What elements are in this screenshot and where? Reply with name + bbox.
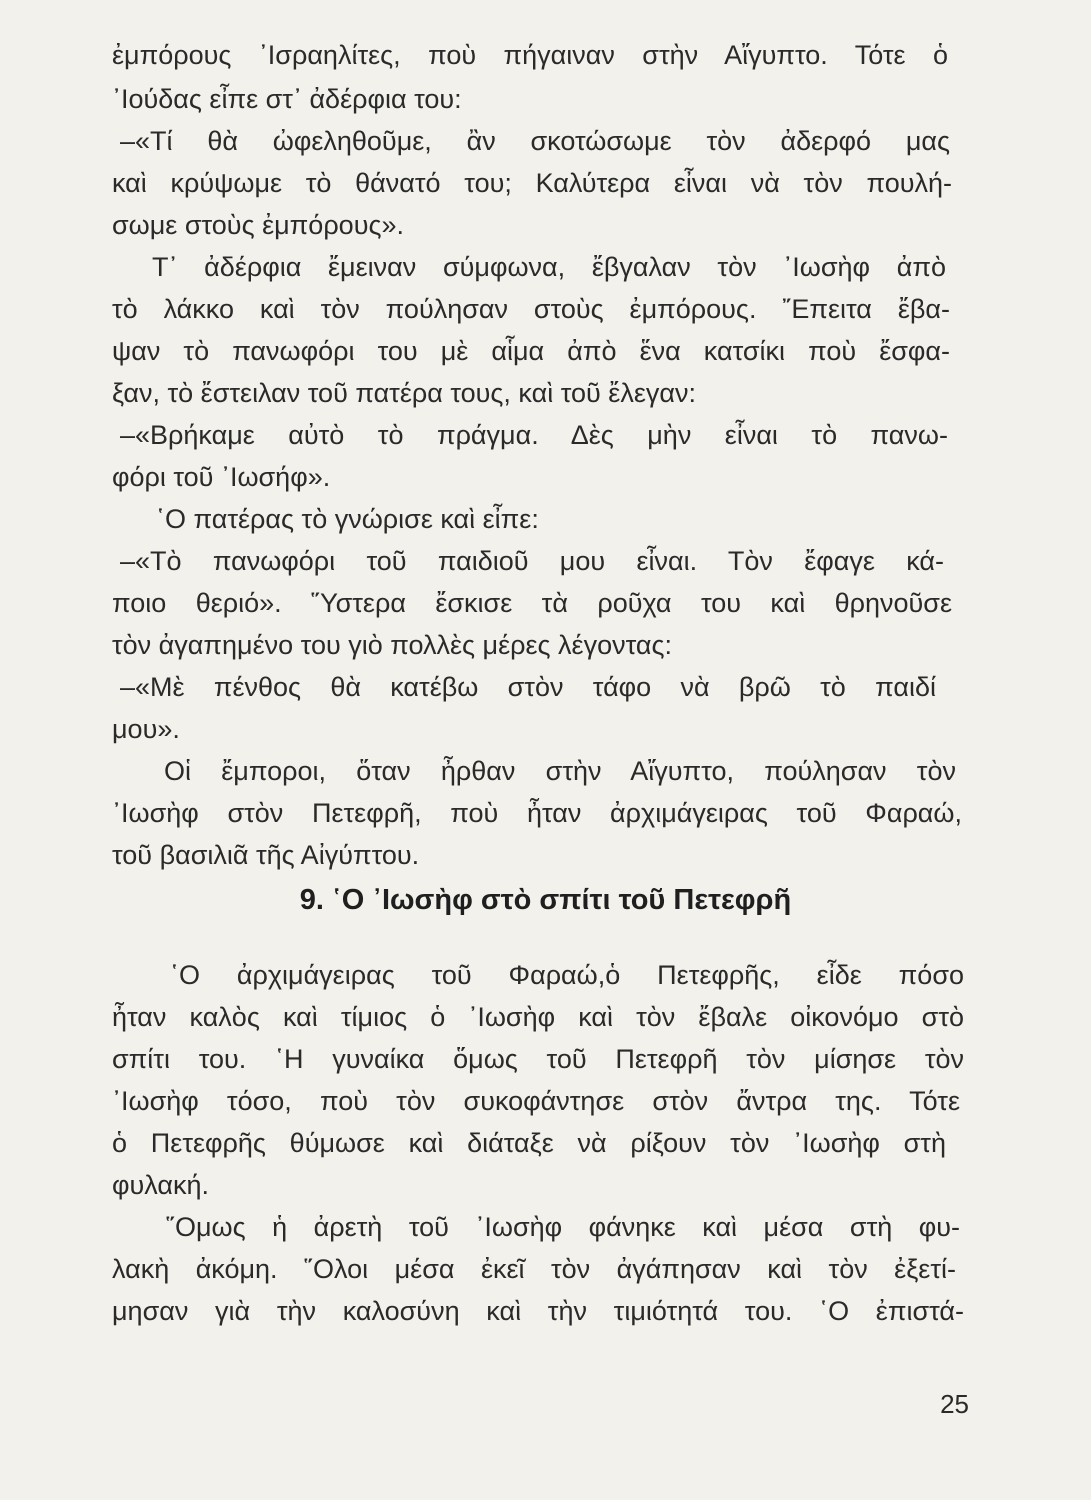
text-line: Οἱ ἔμποροι, ὅταν ἦρθαν στὴν Αἴγυπτο, πούλησαν τὸν xyxy=(164,756,956,786)
text-line: λακὴ ἀκόμη. ῞Ολοι μέσα ἐκεῖ τὸν ἀγάπησαν καὶ τὸν ἐξετί- xyxy=(112,1254,956,1284)
text-line: ψαν τὸ πανωφόρι του μὲ αἷμα ἀπὸ ἕνα κατσίκι ποὺ ἔσφα- xyxy=(112,336,950,366)
text-line: τὸ λάκκο καὶ τὸν πούλησαν στοὺς ἐμπόρους. ῎Επειτα ἔβα- xyxy=(112,294,950,324)
text-line: ᾽Ιωσὴφ στὸν Πετεφρῆ, ποὺ ἦταν ἀρχιμάγειρας τοῦ Φαραώ, xyxy=(112,798,962,828)
text-line: φόρι τοῦ ᾽Ιωσήφ». xyxy=(112,462,331,492)
text-line: ᾽Ιωσὴφ τόσο, ποὺ τὸν συκοφάντησε στὸν ἄντρα της. Τότε xyxy=(112,1086,960,1116)
text-line: ὁ Πετεφρῆς θύμωσε καὶ διάταξε νὰ ρίξουν τὸν ᾽Ιωσὴφ στὴ xyxy=(112,1128,946,1158)
text-line: ξαν, τὸ ἔστειλαν τοῦ πατέρα τους, καὶ τοῦ ἔλεγαν: xyxy=(112,378,696,408)
text-line: Τ᾽ ἀδέρφια ἔμειναν σύμφωνα, ἔβγαλαν τὸν ᾽Ιωσὴφ ἀπὸ xyxy=(152,252,946,282)
text-line: –«Βρήκαμε αὐτὸ τὸ πράγμα. Δὲς μὴν εἶναι τὸ πανω- xyxy=(120,420,948,450)
text-line: –«Μὲ πένθος θὰ κατέβω στὸν τάφο νὰ βρῶ τὸ παιδί xyxy=(120,672,936,702)
text-line: ᾽Ιούδας εἶπε στ᾽ ἀδέρφια του: xyxy=(112,84,462,114)
text-line: ῾Ο ἀρχιμάγειρας τοῦ Φαραώ,ὁ Πετεφρῆς, εἶδε πόσο xyxy=(170,960,964,990)
text-line: μου». xyxy=(112,714,180,744)
text-line: σωμε στοὺς ἐμπόρους». xyxy=(112,210,404,240)
text-line: τοῦ βασιλιᾶ τῆς Αἰγύπτου. xyxy=(112,840,420,870)
chapter-heading: 9. ῾Ο ᾽Ιωσὴφ στὸ σπίτι τοῦ Πετεφρῆ xyxy=(299,884,792,916)
text-line: ποιο θεριό». ῞Υστερα ἔσκισε τὰ ροῦχα του καὶ θρηνοῦσε xyxy=(112,588,952,618)
text-line: –«Τί θὰ ὠφεληθοῦμε, ἂν σκοτώσωμε τὸν ἀδερφό μας xyxy=(120,126,950,156)
text-line: σπίτι του. ῾Η γυναίκα ὅμως τοῦ Πετεφρῆ τὸν μίσησε τὸν xyxy=(112,1044,964,1074)
text-line: –«Τὸ πανωφόρι τοῦ παιδιοῦ μου εἶναι. Τὸν ἔφαγε κά- xyxy=(120,546,944,576)
text-line: ἐμπόρους ᾽Ισραηλίτες, ποὺ πήγαιναν στὴν Αἴγυπτο. Τότε ὁ xyxy=(112,40,948,70)
text-line: φυλακή. xyxy=(112,1170,209,1200)
text-line: ῾Ο πατέρας τὸ γνώρισε καὶ εἶπε: xyxy=(156,504,539,534)
text-line: ἦταν καλὸς καὶ τίμιος ὁ ᾽Ιωσὴφ καὶ τὸν ἔβαλε οἰκονόμο στὸ xyxy=(112,1002,964,1032)
text-line: καὶ κρύψωμε τὸ θάνατό του; Καλύτερα εἶναι νὰ τὸν πουλή- xyxy=(112,168,952,198)
text-line: τὸν ἀγαπημένο του γιὸ πολλὲς μέρες λέγοντας: xyxy=(112,630,672,660)
page-number: 25 xyxy=(940,1389,969,1419)
text-line: ῞Ομως ἡ ἀρετὴ τοῦ ᾽Ιωσὴφ φάνηκε καὶ μέσα στὴ φυ- xyxy=(166,1212,960,1242)
text-line: μησαν γιὰ τὴν καλοσύνη καὶ τὴν τιμιότητά του. ῾Ο ἐπιστά- xyxy=(112,1296,964,1326)
